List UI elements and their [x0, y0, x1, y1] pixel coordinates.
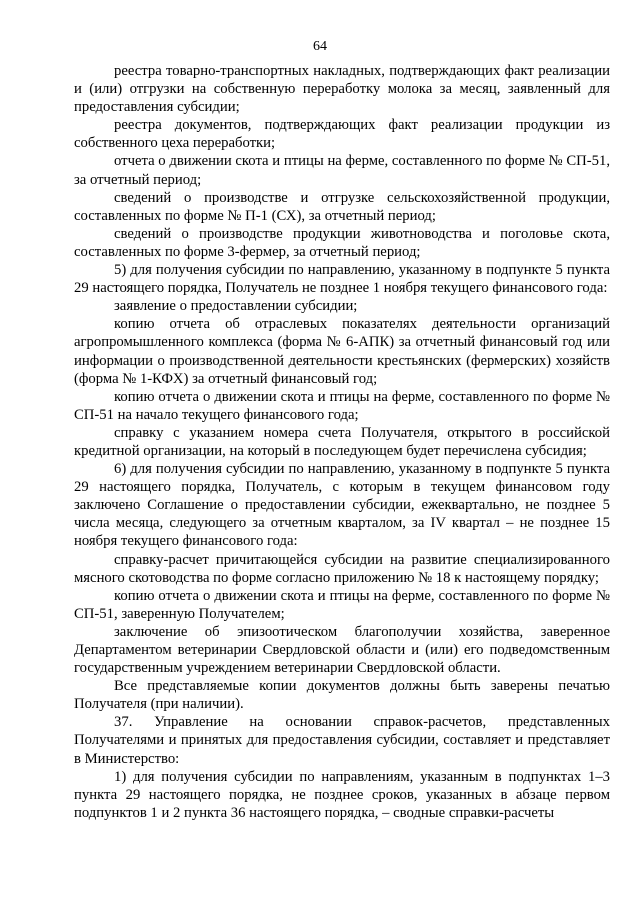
paragraph-5: сведений о производстве продукции животноводства и поголовье скота, составленных по форме 3-фермер, за отчетный период;	[74, 225, 610, 260]
paragraph-12: справку-расчет причитающейся субсидии на развитие специализированного мясного скотоводства по форме согласно приложению № 18 к настоящему порядку;	[74, 551, 610, 586]
page-number: 64	[313, 39, 327, 54]
paragraph-14: заключение об эпизоотическом благополучии хозяйства, заверенное Департаментом ветеринарии Свердловской области и (или) его подведомственным государственным учреждением ветеринарии Свердловской области.	[74, 623, 610, 677]
paragraph-7: заявление о предоставлении субсидии;	[114, 298, 358, 315]
paragraph-1: реестра товарно-транспортных накладных, подтверждающих факт реализации и (или) отгрузки на собственную переработку молока за месяц, заявленный для предоставления субсидии;	[74, 63, 610, 116]
paragraph-2: реестра документов, подтверждающих факт реализации продукции из собственного цеха переработки;	[74, 117, 610, 152]
paragraph-13: копию отчета о движении скота и птицы на ферме, составленного по форме № СП-51, заверенную Получателем;	[74, 587, 610, 622]
paragraph-16: 37. Управление на основании справок-расчетов, представленных Получателями и принятых для предоставления субсидии, составляет и представляет в Министерство:	[74, 714, 610, 767]
paragraph-9: копию отчета о движении скота и птицы на ферме, составленного по форме № СП-51 на начало текущего финансового года;	[74, 388, 610, 423]
paragraph-4: сведений о производстве и отгрузке сельскохозяйственной продукции, составленных по форме № П-1 (СХ), за отчетный период;	[74, 189, 610, 224]
paragraph-6: 5) для получения субсидии по направлению, указанному в подпункте 5 пункта 29 настоящего порядка, Получатель не позднее 1 ноября текущего финансового года:	[74, 262, 610, 297]
paragraph-17: 1) для получения субсидии по направлениям, указанным в подпунктах 1–3 пункта 29 настоящего порядка, не позднее сроков, указанных в абзаце первом подпунктов 1 и 2 пункта 36 настоящего порядка, – сводные справки-расчеты	[74, 768, 610, 821]
paragraph-15: Все представляемые копии документов должны быть заверены печатью Получателя (при наличии).	[74, 678, 610, 713]
paragraph-11: 6) для получения субсидии по направлению, указанному в подпункте 5 пункта 29 настоящего порядка, Получатель, с которым в текущем финансовом году заключено Соглашение о предоставлении субсидии, ежеквартально, не позднее 5 числа месяца, следующего за отчетным кварталом, за IV квартал – не позднее 15 ноября текущего финансового года:	[74, 461, 610, 550]
paragraph-8: копию отчета об отраслевых показателях деятельности организаций агропромышленного комплекса (форма № 6-АПК) за отчетный финансовый год или информации о производственной деятельности крестьянских (фермерских) хозяйств (форма № 1-КФХ) за отчетный финансовый год;	[74, 316, 610, 387]
paragraph-3: отчета о движении скота и птицы на ферме, составленного по форме № СП-51, за отчетный период;	[74, 153, 610, 188]
paragraph-10: справку с указанием номера счета Получателя, открытого в российской кредитной организации, на который в последующем будет перечислена субсидия;	[74, 424, 610, 459]
page-body	[74, 62, 610, 822]
